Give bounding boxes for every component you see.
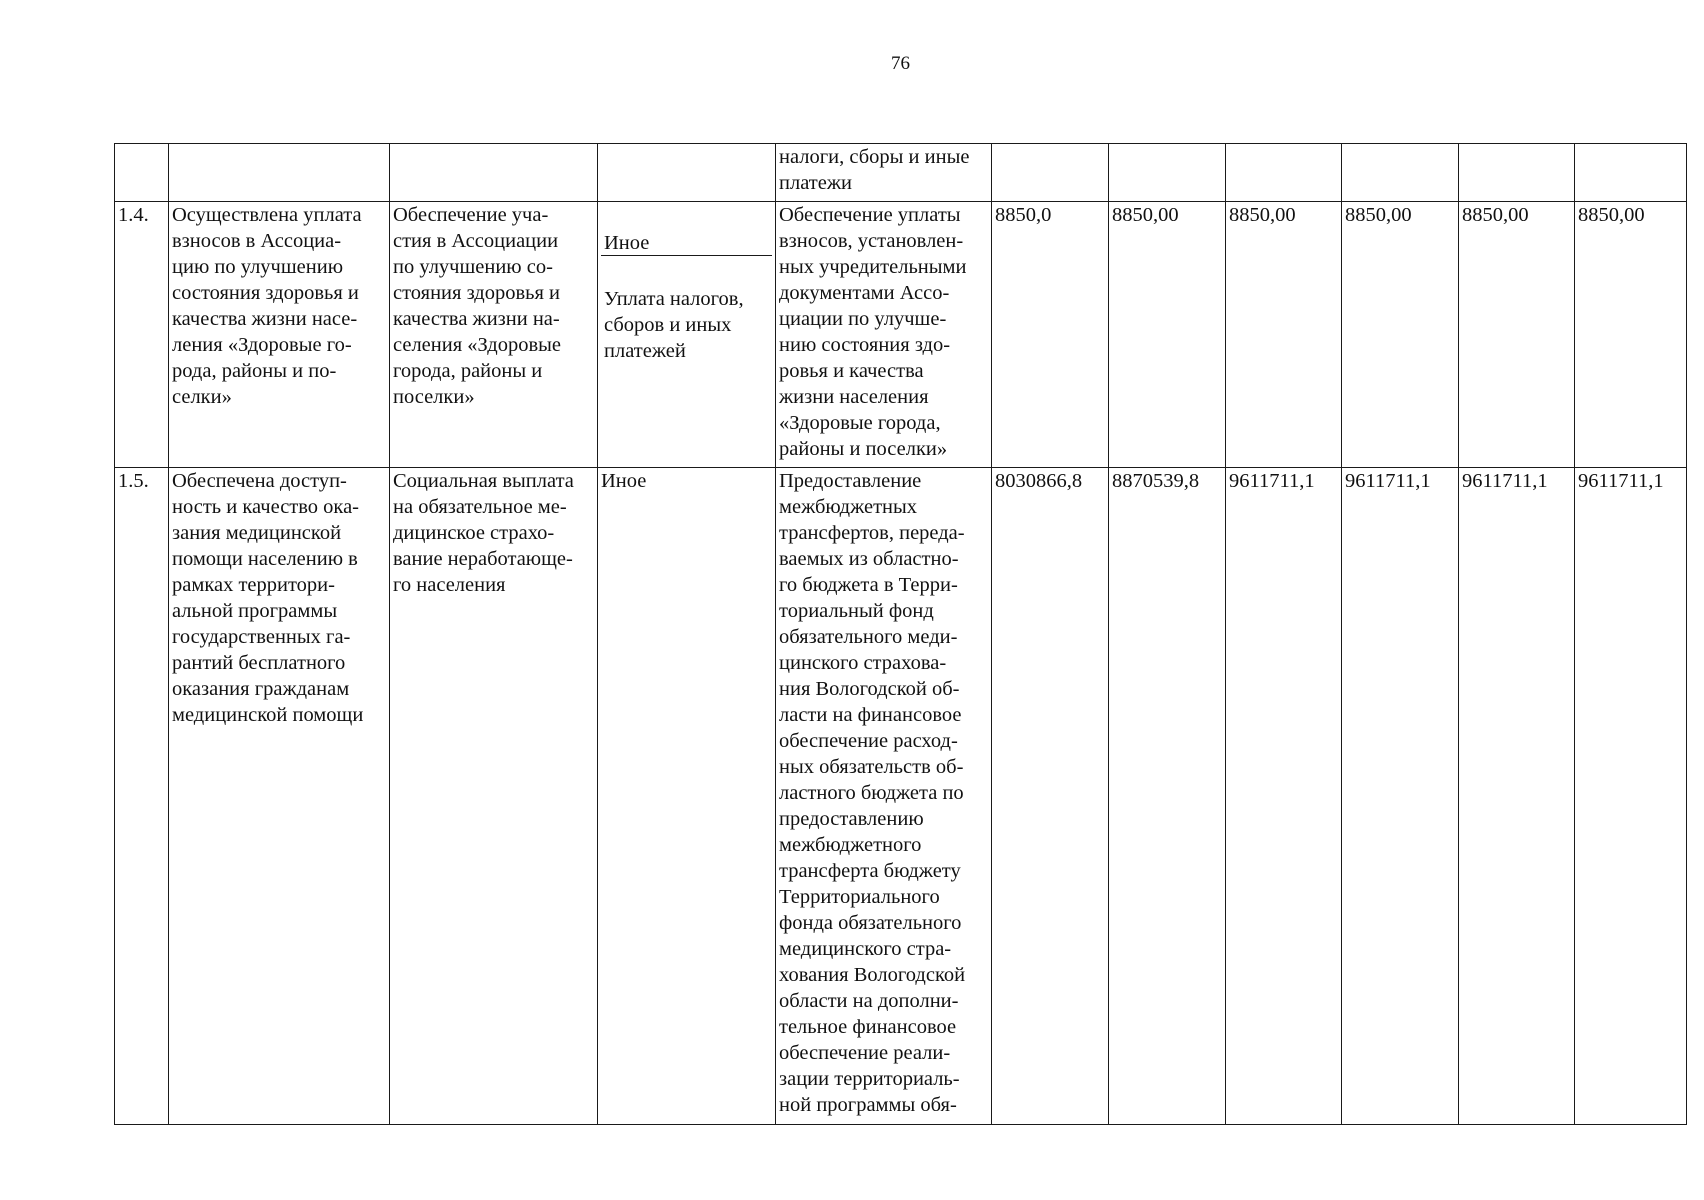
- cell-measure: [390, 144, 598, 202]
- source-subtype: Уплата налогов, сборов и иных платежей: [604, 288, 744, 362]
- cell-description: Обеспечение уплаты взносов, установлен- ных учредительными документами Ассо- циации по улучше- нию состояния здо- ровья и качества жизни населения «Здоровые города, районы и поселки»: [776, 202, 992, 468]
- cell-source: Иное: [598, 468, 776, 1125]
- cell-measure: Обеспечение уча- стия в Ассоциации по улучшению со- стояния здоровья и качества жизни на- селения «Здоровые города, районы и поселки»: [390, 202, 598, 468]
- source-type: Иное: [601, 228, 772, 256]
- cell-value-1: 8030866,8: [992, 468, 1109, 1125]
- cell-description: налоги, сборы и иные платежи: [776, 144, 992, 202]
- cell-result: [169, 144, 390, 202]
- cell-value-6: 8850,00: [1575, 202, 1687, 468]
- cell-value-2: 8850,00: [1109, 202, 1226, 468]
- cell-value-3: 8850,00: [1226, 202, 1342, 468]
- table-row-continuation: [115, 144, 1687, 202]
- table-row-1-5: [115, 468, 1687, 1125]
- cell-value-4: [1342, 144, 1459, 202]
- page-number: 76: [891, 53, 910, 74]
- cell-value-4: 8850,00: [1342, 202, 1459, 468]
- cell-value-3: 9611711,1: [1226, 468, 1342, 1125]
- cell-value-5: [1459, 144, 1575, 202]
- cell-source: [598, 144, 776, 202]
- cell-value-3: [1226, 144, 1342, 202]
- cell-value-1: 8850,0: [992, 202, 1109, 468]
- cell-value-6: 9611711,1: [1575, 468, 1687, 1125]
- cell-result: Обеспечена доступ- ность и качество ока- зания медицинской помощи населению в рамках территори- альной программы государственных га- рантий бесплатного оказания гражданам медицинской помощи: [169, 468, 390, 1125]
- table-row-1-4: [115, 202, 1687, 468]
- cell-row-number: 1.4.: [115, 202, 169, 468]
- budget-table: [114, 143, 1687, 1125]
- cell-description: Предоставление межбюджетных трансфертов, переда- ваемых из областно- го бюджета в Терри- ториальный фонд обязательного меди- цинского страхова- ния Вологодской об- ласти на финансовое обеспечение расход- ных обязательств об- ластного бюджета по предоставлению межбюджетного трансферта бюджету Территориального фонда обязательного медицинского стра- хования Вологодской области на дополни- тельное финансовое обеспечение реали- зации территориаль- ной программы обя-: [776, 468, 992, 1125]
- cell-result: Осуществлена уплата взносов в Ассоциа- цию по улучшению состояния здоровья и качества жизни насе- ления «Здоровые го- рода, районы и по- селки»: [169, 202, 390, 468]
- cell-value-2: [1109, 144, 1226, 202]
- cell-value-6: [1575, 144, 1687, 202]
- cell-value-1: [992, 144, 1109, 202]
- cell-measure: Социальная выплата на обязательное ме- дицинское страхо- вание неработающе- го населения: [390, 468, 598, 1125]
- cell-value-4: 9611711,1: [1342, 468, 1459, 1125]
- cell-row-number: [115, 144, 169, 202]
- cell-value-5: 9611711,1: [1459, 468, 1575, 1125]
- cell-value-2: 8870539,8: [1109, 468, 1226, 1125]
- cell-source: [598, 202, 776, 468]
- cell-row-number: 1.5.: [115, 468, 169, 1125]
- cell-value-5: 8850,00: [1459, 202, 1575, 468]
